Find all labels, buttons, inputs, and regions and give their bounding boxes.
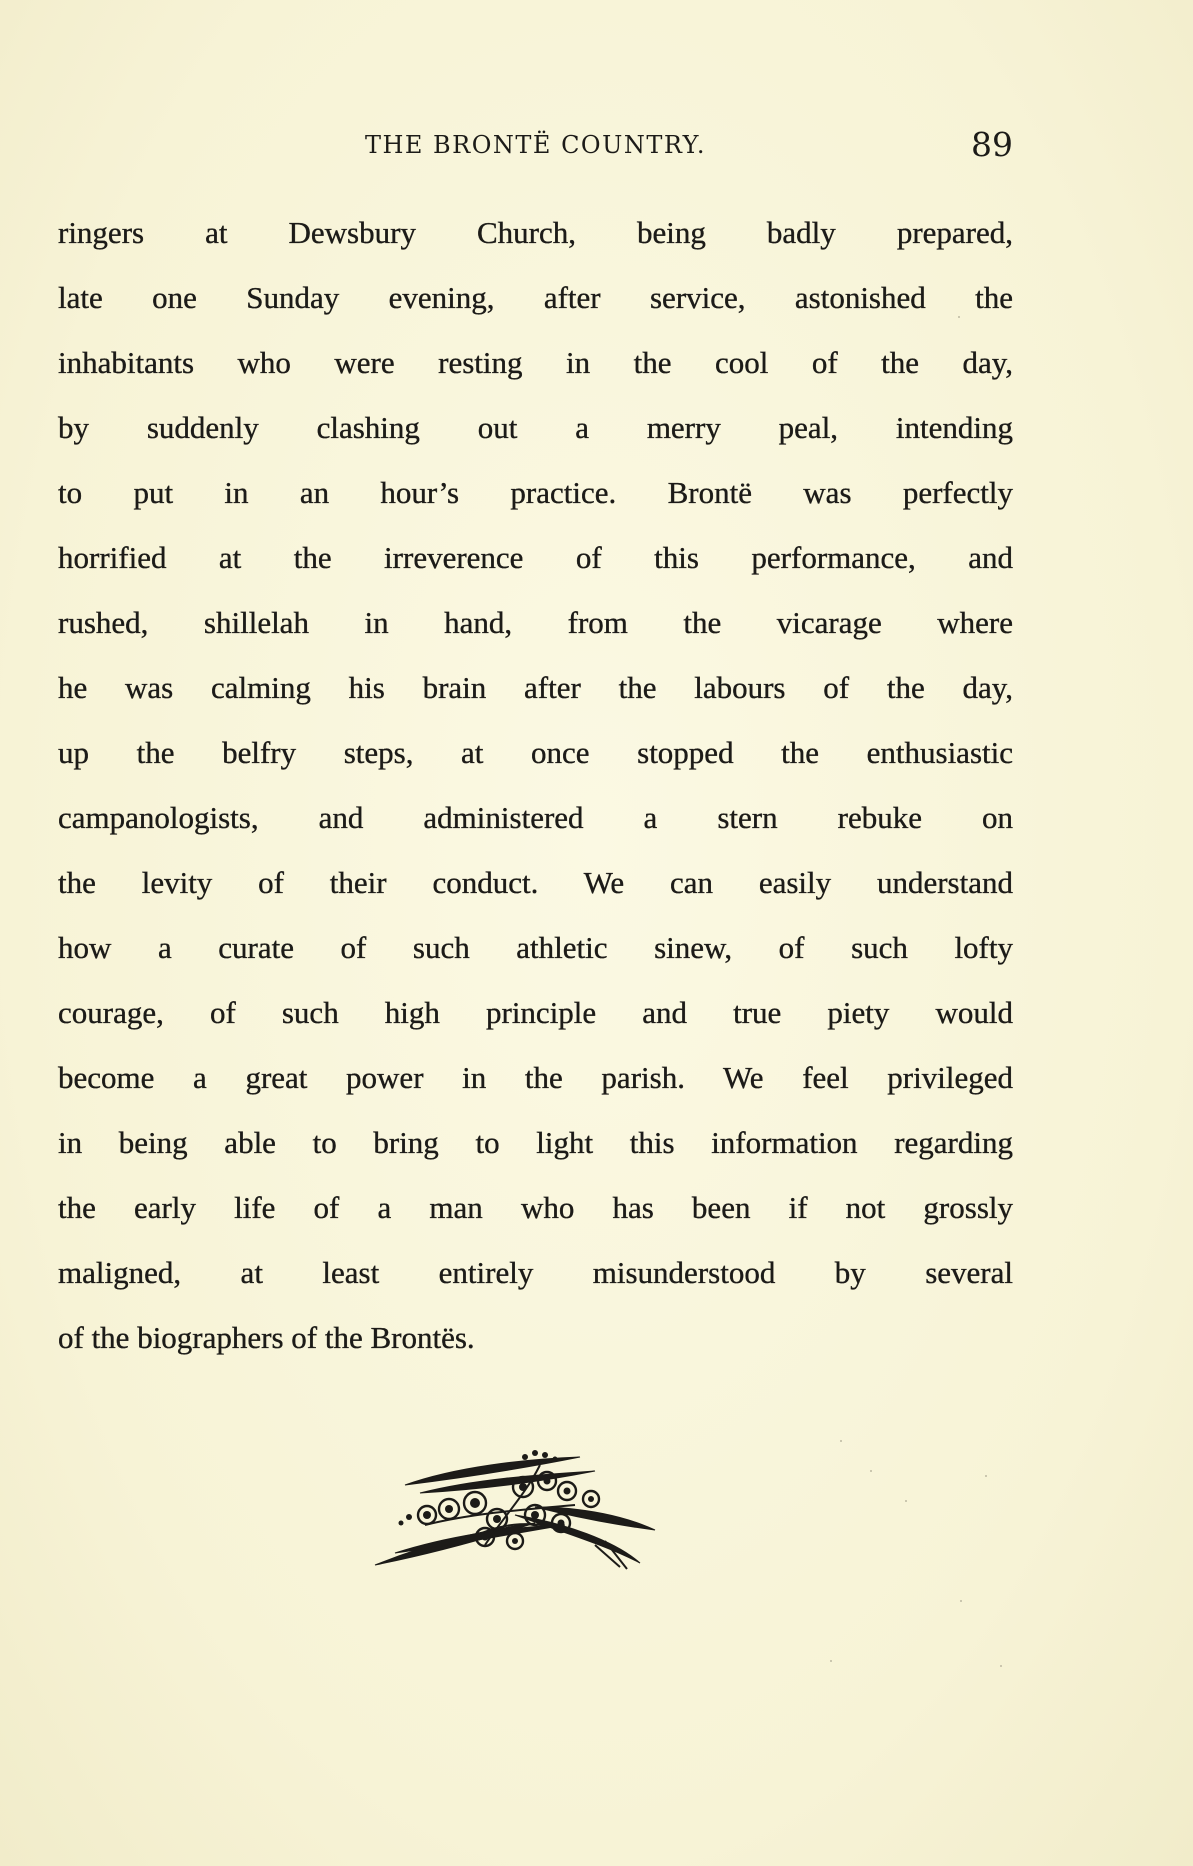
floral-tailpiece-icon — [365, 1445, 695, 1575]
text-line: inhabitants who were resting in the cool of the day, — [58, 345, 1013, 380]
text-line: become a great power in the parish. We feel privileged — [58, 1060, 1013, 1095]
paper-speck — [840, 1440, 842, 1442]
text-line: campanologists, and administered a stern rebuke on — [58, 800, 1013, 835]
page-number: 89 — [971, 125, 1013, 164]
paper-speck — [958, 316, 960, 318]
text-line: rushed, shillelah in hand, from the vicarage where — [58, 605, 1013, 640]
paper-speck — [960, 1600, 962, 1602]
text-line: courage, of such high principle and true piety would — [58, 995, 1013, 1030]
paper-speck — [985, 1475, 987, 1477]
text-line: to put in an hour’s practice. Brontë was perfectly — [58, 475, 1013, 510]
text-line: up the belfry steps, at once stopped the enthusiastic — [58, 735, 1013, 770]
text-line: the early life of a man who has been if not grossly — [58, 1190, 1013, 1225]
paper-speck — [830, 1660, 832, 1662]
text-line: ringers at Dewsbury Church, being badly prepared, — [58, 215, 1013, 250]
text-line: he was calming his brain after the labours of the day, — [58, 670, 1013, 705]
text-line: in being able to bring to light this information regarding — [58, 1125, 1013, 1160]
paper-speck — [870, 1470, 872, 1472]
text-line: how a curate of such athletic sinew, of such lofty — [58, 930, 1013, 965]
running-head — [58, 127, 1013, 163]
paper-speck — [1000, 1665, 1002, 1667]
text-line: of the biographers of the Brontës. — [58, 1320, 475, 1355]
text-line: by suddenly clashing out a merry peal, intending — [58, 410, 1013, 445]
text-line: horrified at the irreverence of this performance, and — [58, 540, 1013, 575]
text-line: the levity of their conduct. We can easily understand — [58, 865, 1013, 900]
body-text — [58, 200, 1013, 1370]
running-title: THE BRONTË COUNTRY. — [364, 131, 707, 159]
text-line: maligned, at least entirely misunderstood by several — [58, 1255, 1013, 1290]
text-line: late one Sunday evening, after service, astonished the — [58, 280, 1013, 315]
paper-speck — [905, 1500, 907, 1502]
